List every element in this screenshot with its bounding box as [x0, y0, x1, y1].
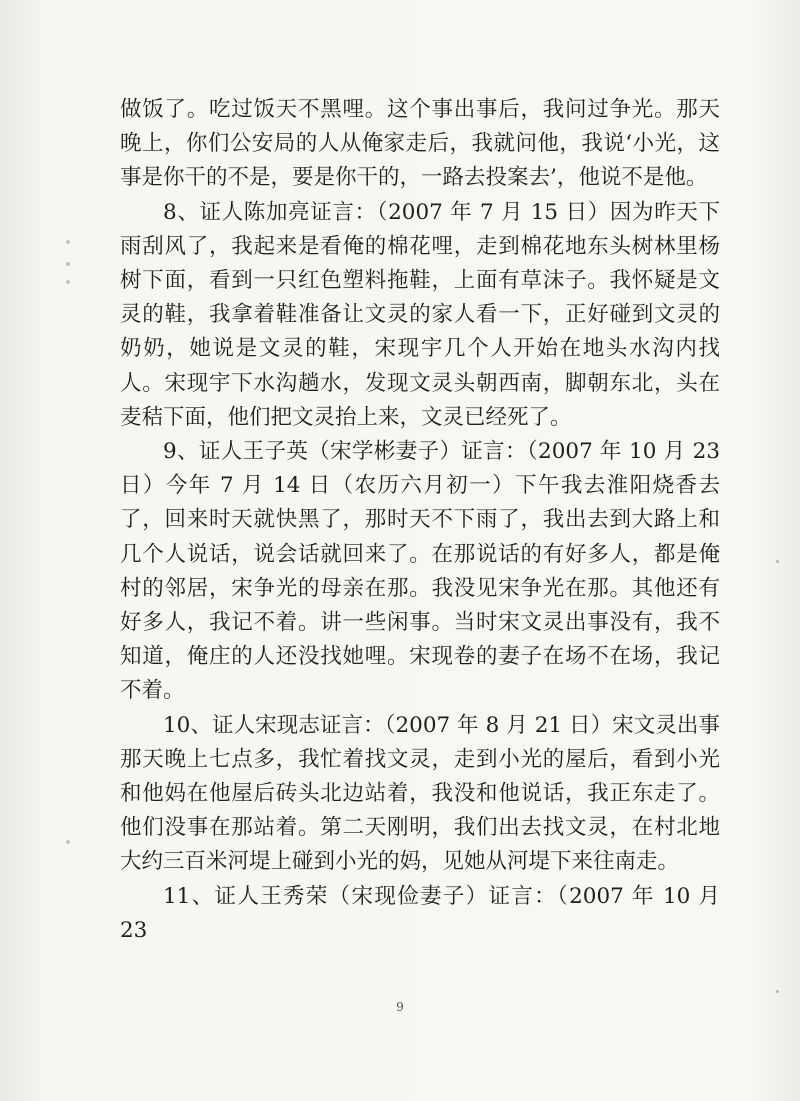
paragraph-2: 8、证人陈加亮证言：（2007 年 7 月 15 日）因为昨天下雨刮风了，我起来是看俺的棉花哩，走到棉花地东头树林里杨树下面，看到一只红色塑料拖鞋，上面有草沫子。我怀疑是文灵的鞋，我拿着鞋准备让文灵的家人看一下，正好碰到文灵的奶奶，她说是文灵的鞋，宋现宇几个人开始在地头水沟内找人。宋现宇下水沟趟水，发现文灵头朝西南，脚朝东北，头在麦秸下面，他们把文灵抬上来，文灵已经死了。: [120, 199, 720, 430]
paragraph-4: 10、证人宋现志证言：（2007 年 8 月 21 日）宋文灵出事那天晚上七点多，我忙着找文灵，走到小光的屋后，看到小光和他妈在他屋后砖头北边站着，我没和他说话，我正东走了。他们没事在那站着。第二天刚明，我们出去找文灵，在村北地大约三百米河堤上碰到小光的妈，见她从河堤下来往南走。: [120, 712, 720, 875]
scan-speck: [776, 560, 779, 563]
paragraph-5: 11、证人王秀荣（宋现俭妻子）证言：（2007 年 10 月 23: [120, 883, 720, 943]
binding-hole: [66, 240, 70, 244]
binding-hole: [66, 280, 70, 284]
binding-hole: [66, 262, 70, 266]
scan-speck: [776, 990, 779, 993]
binding-hole: [66, 840, 70, 844]
page-number: 9: [396, 1000, 404, 1014]
document-body: [120, 93, 720, 948]
binding-holes: [66, 240, 72, 860]
paragraph-1: 做饭了。吃过饭天不黑哩。这个事出事后，我问过争光。那天晚上，你们公安局的人从俺家走后，我就问他，我说‘小光，这事是你干的不是，要是你干的，一路去投案去’，他说不是他。: [120, 97, 720, 191]
paragraph-3: 9、证人王子英（宋学彬妻子）证言：（2007 年 10 月 23 日）今年 7 月 14 日（农历六月初一）下午我去淮阳烧香去了，回来时天就快黑了，那时天不下雨了，我出去到大路上和几个人说话，说会话就回来了。在那说话的有好多人，都是俺村的邻居，宋争光的母亲在那。我没见宋争光在那。其他还有好多人，我记不着。讲一些闲事。当时宋文灵出事没有，我不知道，俺庄的人还没找她哩。宋现卷的妻子在场不在场，我记不着。: [120, 439, 720, 704]
